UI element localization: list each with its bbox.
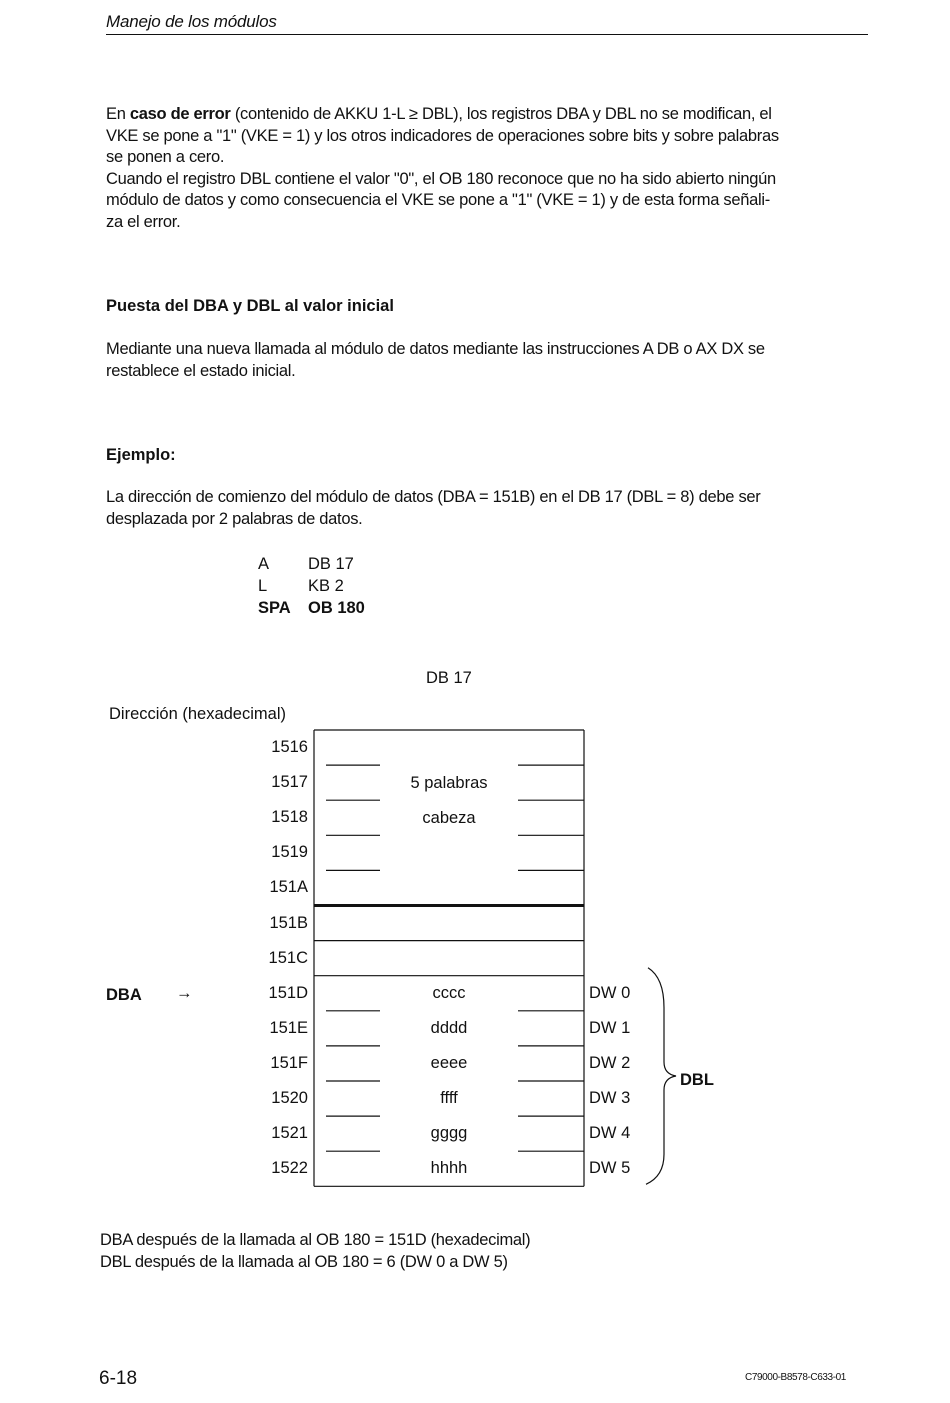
cell-value-0: cccc [432, 983, 466, 1002]
dw-label-4: DW 4 [589, 1124, 631, 1143]
address-label-6: 151C [268, 948, 308, 967]
dw-label-3: DW 3 [589, 1089, 631, 1107]
cell-value-3: ffff [440, 1089, 458, 1107]
address-label-10: 1520 [271, 1089, 308, 1107]
results-line-2: DBL después de la llamada al OB 180 = 6 (DW 0 a DW 5) [100, 1252, 508, 1271]
header-text-1: 5 palabras [410, 774, 488, 792]
intro-line-6: za el error. [106, 212, 181, 231]
dw-label-0: DW 0 [589, 983, 631, 1002]
intro-line-4: Cuando el registro DBL contiene el valor "0", el OB 180 reconoce que no ha sido abierto ningún [106, 169, 776, 188]
cell-value-1: dddd [430, 1018, 468, 1037]
dw-label-5: DW 5 [589, 1159, 631, 1178]
dw-label-1: DW 1 [589, 1018, 631, 1037]
code-row: SPA OB 180 [258, 599, 365, 617]
reset-line-2: restablece el estado inicial. [106, 361, 296, 380]
reset-line-1: Mediante una nueva llamada al módulo de datos mediante las instrucciones A DB o AX DX se [106, 340, 765, 358]
address-label-8: 151E [269, 1018, 308, 1037]
intro-line-1: En caso de error (contenido de AKKU 1-L ≥ DBL), los registros DBA y DBL no se modifican, el [106, 105, 772, 123]
example-line-1: La dirección de comienzo del módulo de datos (DBA = 151B) en el DB 17 (DBL = 8) debe ser [106, 488, 761, 506]
cell-value-4: gggg [430, 1124, 468, 1143]
dbl-brace [646, 968, 676, 1185]
address-label-3: 1519 [271, 843, 308, 862]
cell-value-5: hhhh [430, 1159, 468, 1178]
dba-arrow: → [176, 984, 193, 1002]
header-text-2: cabeza [422, 809, 476, 827]
address-label-7: 151D [268, 983, 308, 1002]
example-line-2: desplazada por 2 palabras de datos. [106, 509, 363, 528]
dbl-label: DBL [680, 1071, 714, 1089]
page-number: 6-18 [99, 1368, 138, 1389]
code-row: A DB 17 [258, 555, 354, 573]
address-label-11: 1521 [271, 1124, 308, 1143]
dw-label-2: DW 2 [589, 1053, 631, 1072]
error-bold: caso de error [129, 105, 231, 123]
dba-label: DBA [106, 986, 142, 1004]
results-paragraph [100, 1230, 870, 1273]
address-label-2: 1518 [271, 808, 308, 827]
intro-line-2: VKE se pone a "1" (VKE = 1) y los otros indicadores de operaciones sobre bits y sobre palabras [106, 126, 779, 145]
document-code: C79000-B8578-C633-01 [745, 1372, 846, 1383]
example-heading: Ejemplo: [106, 446, 176, 464]
address-label-12: 1522 [271, 1159, 308, 1178]
intro-line-3: se ponen a cero. [106, 148, 225, 166]
address-label-1: 1517 [271, 773, 308, 792]
address-label-0: 1516 [271, 738, 308, 756]
cell-value-2: eeee [430, 1053, 468, 1072]
address-label-5: 151B [269, 913, 308, 932]
code-row: L KB 2 [258, 577, 344, 595]
block-title: DB 17 [426, 669, 472, 687]
address-label-4: 151A [269, 878, 308, 897]
reset-heading: Puesta del DBA y DBL al valor inicial [106, 297, 394, 315]
results-line-1: DBA después de la llamada al OB 180 = 151D (hexadecimal) [100, 1231, 531, 1249]
intro-line-5: módulo de datos y como consecuencia el VKE se pone a "1" (VKE = 1) y de esta forma señali- [106, 191, 770, 209]
address-label: Dirección (hexadecimal) [109, 705, 286, 723]
header-title: Manejo de los módulos [106, 12, 277, 31]
address-label-9: 151F [270, 1053, 308, 1072]
